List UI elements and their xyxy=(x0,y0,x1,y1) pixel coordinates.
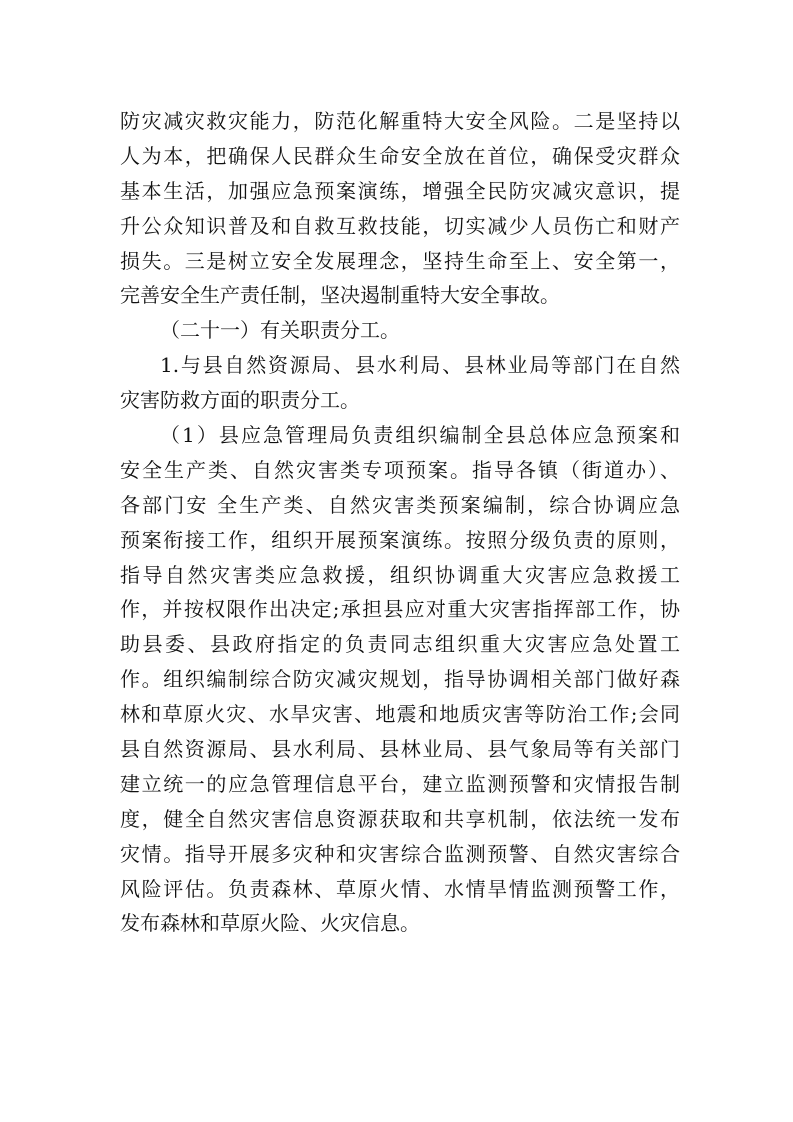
text-line: 完善安全生产责任制，坚决遏制重特大安全事故。 xyxy=(120,283,560,308)
subsection-heading: 1.与县自然资源局、县水利局、县林业局等部门在自然 xyxy=(160,353,680,378)
text-line: 助县委、县政府指定的负责同志组织重大灾害应急处置工 xyxy=(120,632,680,657)
text-line: 度，健全自然灾害信息资源获取和共享机制，依法统一发布 xyxy=(120,806,680,831)
text-line: 林和草原火灾、水旱灾害、地震和地质灾害等防治工作;会同 xyxy=(120,702,680,727)
text-line: 建立统一的应急管理信息平台，建立监测预警和灾情报告制 xyxy=(120,771,680,796)
text-line: 安全生产类、自然灾害类专项预案。指导各镇（街道办）、 xyxy=(120,457,680,482)
paragraph-start-line: （1）县应急管理局负责组织编制全县总体应急预案和 xyxy=(160,423,680,448)
text-line: 基本生活，加强应急预案演练，增强全民防灾减灾意识，提 xyxy=(120,178,680,203)
text-line: 损失。三是树立安全发展理念，坚持生命至上、安全第一， xyxy=(120,248,680,273)
text-line: 风险评估。负责森林、草原火情、水情旱情监测预警工作， xyxy=(120,876,680,901)
section-heading: （二十一）有关职责分工。 xyxy=(160,318,400,343)
text-line: 灾害防救方面的职责分工。 xyxy=(120,388,360,413)
text-line: 作，并按权限作出决定;承担县应对重大灾害指挥部工作，协 xyxy=(120,597,680,622)
text-line: 人为本，把确保人民群众生命安全放在首位，确保受灾群众 xyxy=(120,143,680,168)
text-line: 预案衔接工作，组织开展预案演练。按照分级负责的原则， xyxy=(120,527,680,552)
text-line: 指导自然灾害类应急救援，组织协调重大灾害应急救援工 xyxy=(120,562,680,587)
text-line: 县自然资源局、县水利局、县林业局、县气象局等有关部门 xyxy=(120,737,680,762)
text-line: 发布森林和草原火险、火灾信息。 xyxy=(120,911,420,936)
document-body xyxy=(120,104,680,941)
text-line: 各部门安 全生产类、自然灾害类预案编制，综合协调应急 xyxy=(120,492,680,517)
text-line: 灾情。指导开展多灾种和灾害综合监测预警、自然灾害综合 xyxy=(120,841,680,866)
text-line: 升公众知识普及和自救互救技能，切实减少人员伤亡和财产 xyxy=(120,213,680,238)
text-line: 作。组织编制综合防灾减灾规划，指导协调相关部门做好森 xyxy=(120,667,680,692)
text-line: 防灾减灾救灾能力，防范化解重特大安全风险。二是坚持以 xyxy=(120,109,680,133)
